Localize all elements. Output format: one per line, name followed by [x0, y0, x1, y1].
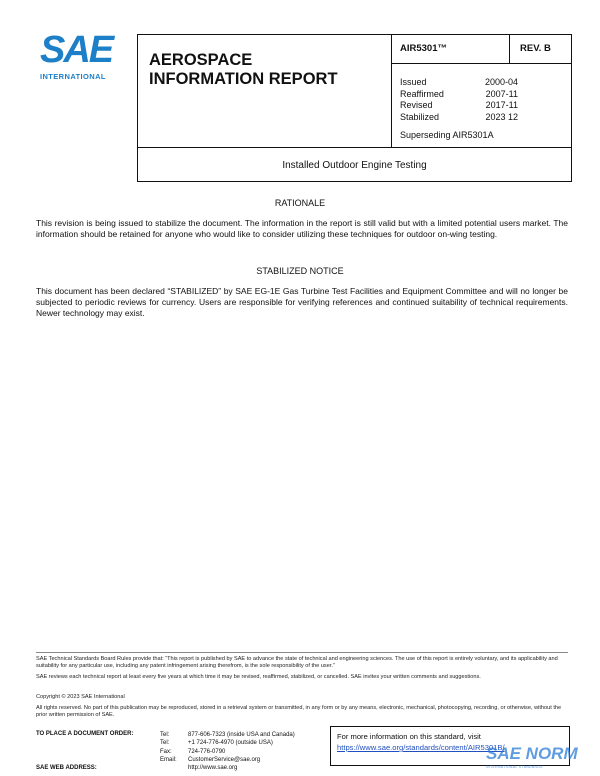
contact-label-fax: Fax: [160, 748, 172, 755]
footer-divider [36, 652, 568, 653]
web-address-label: SAE WEB ADDRESS: [36, 765, 97, 771]
date-label: Revised [400, 100, 433, 110]
contact-label-email: Email: [160, 756, 177, 763]
rationale-heading: RATIONALE [274, 198, 326, 208]
date-value: 2000-04 [484, 77, 518, 87]
logo-subtitle: INTERNATIONAL [40, 72, 106, 81]
document-type-title [149, 51, 379, 89]
phone-inside-usa: 877-606-7323 (inside USA and Canada) [188, 732, 295, 738]
sae-logo [38, 30, 124, 86]
watermark-subtext: INTERNATIONAL STANDARDS [486, 765, 543, 769]
contact-label-tel: Tel: [160, 740, 170, 747]
divider [391, 35, 392, 147]
copyright-text: Copyright © 2023 SAE International [36, 694, 125, 700]
date-row-revised [400, 100, 518, 112]
phone-outside-usa: +1 724-776-4970 (outside USA) [188, 740, 273, 747]
revision-label: REV. B [520, 43, 551, 54]
contact-values [188, 731, 295, 772]
logo-wordmark: SAE [40, 29, 113, 71]
document-header-box [137, 34, 572, 182]
stabilized-paragraph: This document has been declared “STABILIZED” by SAE EG-1E Gas Turbine Test Facilities and Equipment Committee and will no longer be subjected to periodic reviews for currency. Users are responsible for verifying references and continued suitability of technical requirements. Newer technology may exist. [36, 286, 568, 318]
rights-text: All rights reserved. No part of this publication may be reproduced, stored in a retrieval system or transmitted, in any form or by any means, electronic, mechanical, photocopying, recording, or otherwise, without the prior written permission of SAE. [36, 705, 562, 719]
rationale-paragraph: This revision is being issued to stabilize the document. The information in the report is still valid but with a limited potential users market. The information should be retained for anyone who would like to consider utilizing these techniques for outdoor on-wing testing. [36, 218, 568, 239]
date-value: 2007-11 [485, 88, 518, 99]
email-link[interactable]: CustomerService@sae.org [188, 756, 261, 763]
web-address-link[interactable]: http://www.sae.org [188, 765, 238, 772]
date-label: Reaffirmed [400, 88, 444, 99]
date-value: 2023 12 [485, 111, 518, 122]
more-info-text: For more information on this standard, visit [337, 732, 481, 741]
date-history [400, 77, 518, 123]
review-note-text: SAE reviews each technical report at least every five years at which time it may be revised, reaffirmed, stabilized, or cancelled. SAE invites your written comments and suggestions. [36, 674, 481, 680]
date-row-stabilized [400, 112, 518, 124]
document-number: AIR5301™ [400, 43, 447, 54]
date-label: Issued [400, 77, 427, 87]
title-line-2: INFORMATION REPORT [149, 70, 338, 88]
stabilized-heading: STABILIZED NOTICE [256, 266, 344, 276]
order-label: TO PLACE A DOCUMENT ORDER: [36, 731, 134, 737]
divider [138, 147, 571, 148]
date-value: 2017-11 [485, 100, 518, 110]
contact-label-tel: Tel: [160, 732, 170, 738]
date-row-reaffirmed [400, 89, 518, 101]
title-line-1: AEROSPACE [149, 51, 253, 69]
document-subject: Installed Outdoor Engine Testing [282, 160, 427, 171]
watermark-logo [484, 744, 594, 774]
divider [391, 63, 572, 64]
superseding-note: Superseding AIR5301A [400, 130, 494, 140]
watermark-text: SAE NORM [486, 744, 578, 763]
date-label: Stabilized [400, 111, 440, 122]
fax-number: 724-776-0790 [188, 748, 226, 755]
date-row-issued [400, 77, 518, 89]
divider [509, 35, 510, 63]
board-rules-text: SAE Technical Standards Board Rules provide that: “This report is published by SAE to advance the state of technical and engineering sciences. The use of this report is entirely voluntary, and its applicability and suitability for any particular use, including any patent infringement arising therefrom, is the sole responsibility of the user.” [36, 656, 558, 670]
standard-url-link[interactable]: https://www.sae.org/standards/content/AIR5301B/ [337, 743, 505, 752]
contact-labels [160, 731, 177, 764]
